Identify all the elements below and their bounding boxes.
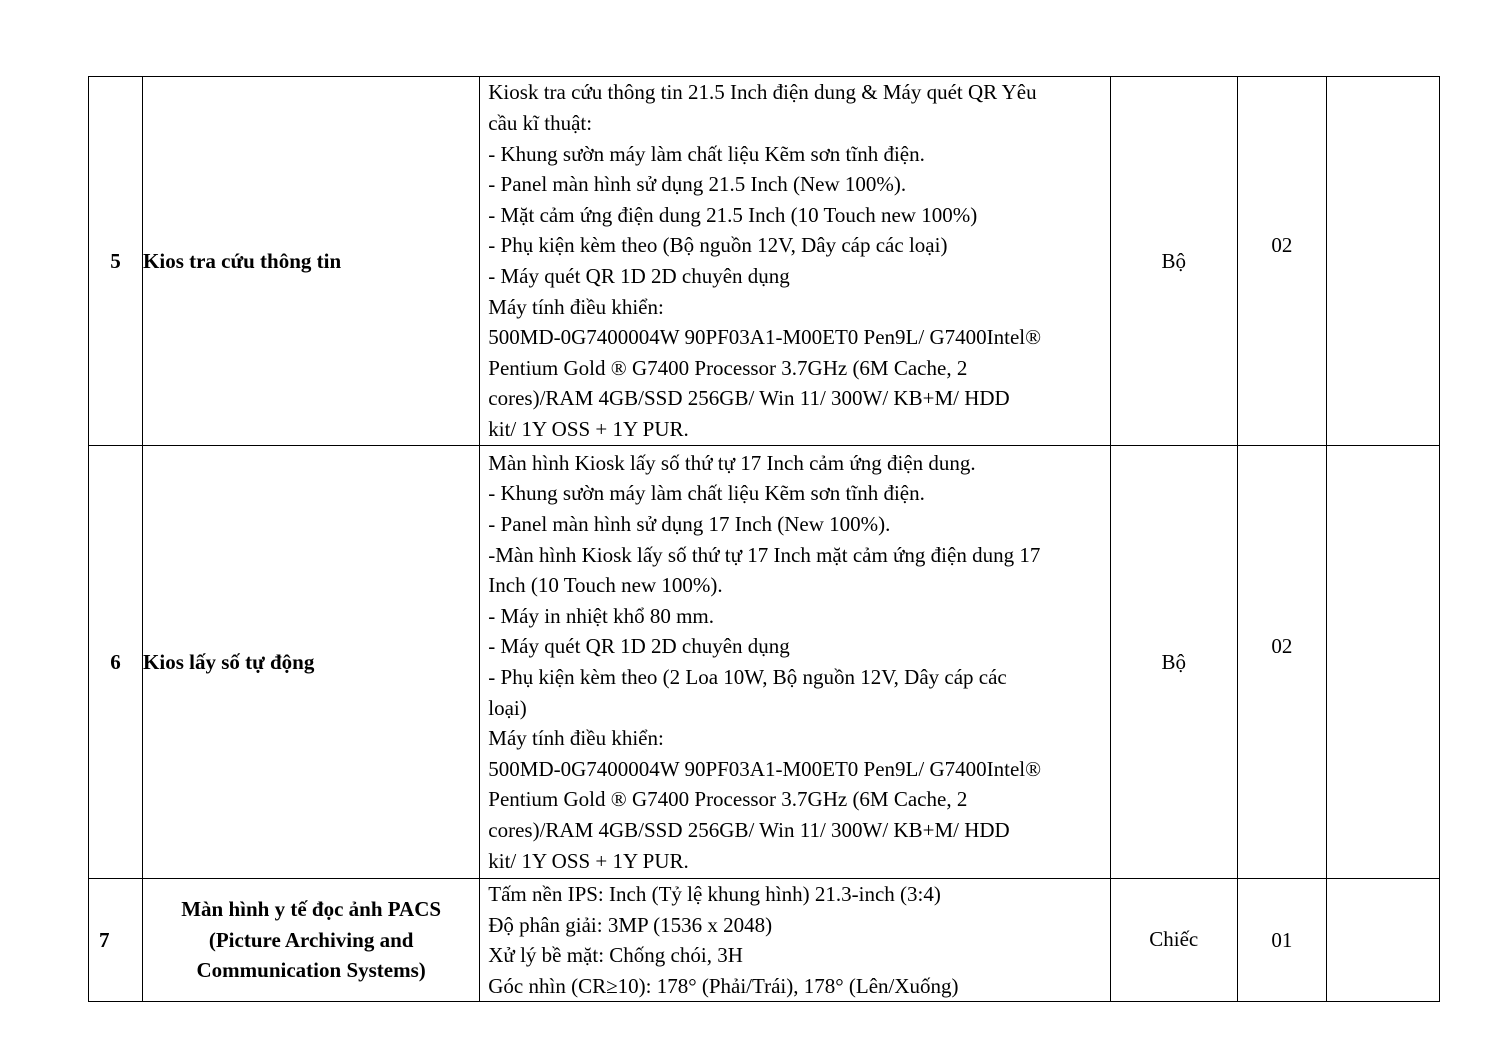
spec-line: - Máy in nhiệt khổ 80 mm. xyxy=(488,603,714,628)
spec-line: cores)/RAM 4GB/SSD 256GB/ Win 11/ 300W/ KB+M/ HDD xyxy=(488,817,1010,842)
item-specification xyxy=(480,446,1110,879)
item-unit: Bộ xyxy=(1110,77,1237,446)
spec-line: Máy tính điều khiển: xyxy=(488,726,664,751)
row-number: 6 xyxy=(89,446,143,879)
spec-line: Tấm nền IPS: Inch (Tỷ lệ khung hình) 21.3-inch (3:4) xyxy=(488,882,941,906)
quantity-value: 02 xyxy=(1271,232,1293,257)
spec-line: - Phụ kiện kèm theo (2 Loa 10W, Bộ nguồn 12V, Dây cáp các xyxy=(488,665,1007,689)
spec-line: 500MD-0G7400004W 90PF03A1-M00ET0 Pen9L/ G7400Intel® xyxy=(488,325,1042,350)
item-name xyxy=(143,879,480,1002)
spec-line: - Máy quét QR 1D 2D chuyên dụng xyxy=(488,264,790,288)
spec-line: Inch (10 Touch new 100%). xyxy=(488,573,723,598)
spec-line: Độ phân giải: 3MP (1536 x 2048) xyxy=(488,912,773,937)
item-name: Kios tra cứu thông tin xyxy=(143,77,480,446)
spec-line: loại) xyxy=(488,695,527,720)
spec-line: Góc nhìn (CR≥10): 178° (Phải/Trái), 178° (Lên/Xuống) xyxy=(488,973,959,998)
item-unit: Bộ xyxy=(1110,446,1237,879)
item-note xyxy=(1326,879,1439,1002)
unit-value: Chiếc xyxy=(1149,926,1199,951)
spec-line: -Màn hình Kiosk lấy số thứ tự 17 Inch mặt cảm ứng điện dung 17 xyxy=(488,542,1041,567)
item-note xyxy=(1326,446,1439,879)
spec-line: - Mặt cảm ứng điện dung 21.5 Inch (10 Touch new 100%) xyxy=(488,202,978,227)
item-specification xyxy=(480,77,1110,446)
spec-line: Pentium Gold ® G7400 Processor 3.7GHz (6M Cache, 2 xyxy=(488,787,968,812)
row-number: 5 xyxy=(89,77,143,446)
spec-line: kit/ 1Y OSS + 1Y PUR. xyxy=(488,416,689,441)
spec-line: - Khung sườn máy làm chất liệu Kẽm sơn tĩnh điện. xyxy=(488,141,925,166)
spec-line: cầu kĩ thuật: xyxy=(488,111,593,136)
quantity-value: 02 xyxy=(1271,633,1293,658)
spec-line: Màn hình Kiosk lấy số thứ tự 17 Inch cảm ứng điện dung. xyxy=(488,450,976,475)
spec-line: Máy tính điều khiển: xyxy=(488,294,664,319)
spec-line: kit/ 1Y OSS + 1Y PUR. xyxy=(488,848,689,873)
item-name-line: Communication Systems) xyxy=(196,958,426,983)
item-quantity xyxy=(1237,77,1326,446)
item-quantity: 01 xyxy=(1237,879,1326,1002)
row-number: 7 xyxy=(89,879,143,1002)
item-quantity xyxy=(1237,446,1326,879)
spec-line: cores)/RAM 4GB/SSD 256GB/ Win 11/ 300W/ KB+M/ HDD xyxy=(488,386,1010,411)
spec-line: Pentium Gold ® G7400 Processor 3.7GHz (6M Cache, 2 xyxy=(488,355,968,380)
table-row xyxy=(89,77,1440,446)
item-name-line: Màn hình y tế đọc ảnh PACS xyxy=(181,897,442,922)
table-row xyxy=(89,879,1440,1002)
spec-line: 500MD-0G7400004W 90PF03A1-M00ET0 Pen9L/ G7400Intel® xyxy=(488,756,1042,781)
item-unit xyxy=(1110,879,1237,1002)
spec-line: - Panel màn hình sử dụng 21.5 Inch (New 100%). xyxy=(488,172,907,197)
spec-line: Xử lý bề mặt: Chống chói, 3H xyxy=(488,943,743,968)
item-name: Kios lấy số tự động xyxy=(143,446,480,879)
item-note xyxy=(1326,77,1439,446)
spec-line: - Phụ kiện kèm theo (Bộ nguồn 12V, Dây cáp các loại) xyxy=(488,233,948,258)
spec-line: - Panel màn hình sử dụng 17 Inch (New 100%). xyxy=(488,512,891,537)
spec-line: - Máy quét QR 1D 2D chuyên dụng xyxy=(488,634,790,659)
item-name-line: (Picture Archiving and xyxy=(208,927,414,952)
spec-line: Kiosk tra cứu thông tin 21.5 Inch điện dung & Máy quét QR Yêu xyxy=(488,80,1037,105)
table-row xyxy=(89,446,1440,879)
spec-line: - Khung sườn máy làm chất liệu Kẽm sơn tĩnh điện. xyxy=(488,481,925,506)
equipment-spec-table xyxy=(88,76,1440,1002)
item-specification xyxy=(480,879,1110,1002)
